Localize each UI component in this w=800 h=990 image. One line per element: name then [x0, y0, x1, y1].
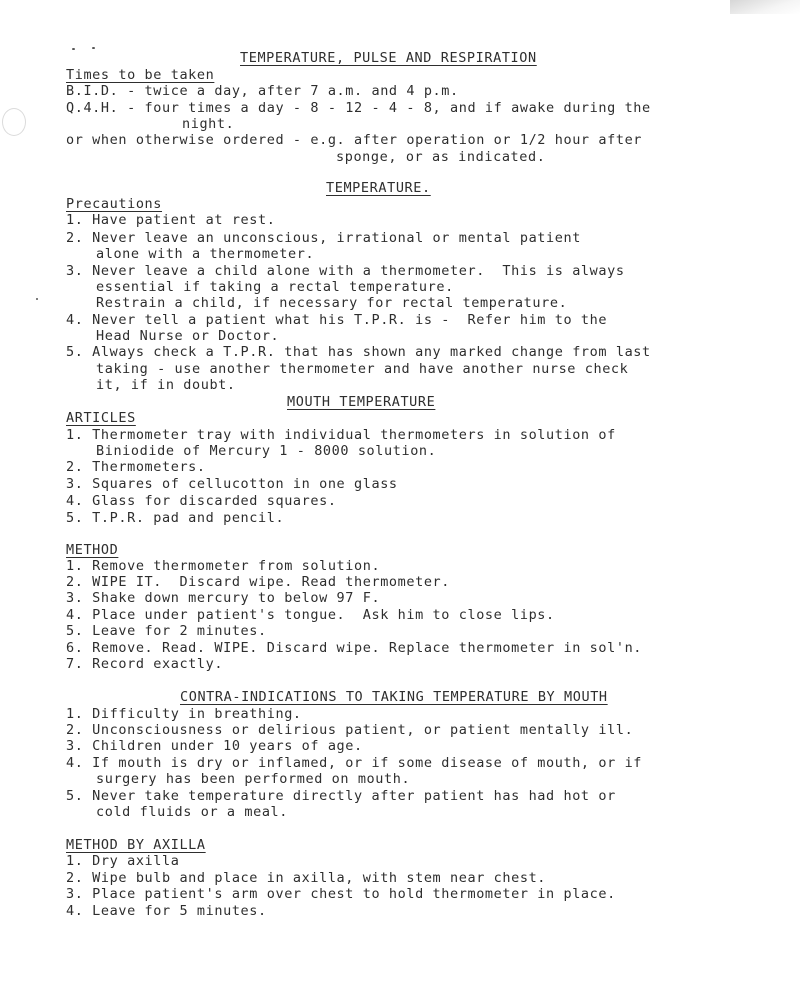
method-line: 3. Shake down mercury to below 97 F.: [66, 590, 381, 606]
method-line: 6. Remove. Read. WIPE. Discard wipe. Replace thermometer in sol'n.: [66, 640, 643, 656]
method-heading: METHOD: [66, 542, 119, 558]
axilla-heading: METHOD BY AXILLA: [66, 837, 206, 853]
contra-line: surgery has been performed on mouth.: [96, 771, 411, 787]
ink-speck: [36, 298, 38, 300]
temperature-heading: TEMPERATURE.: [326, 180, 431, 196]
times-line: night.: [182, 116, 235, 132]
precaution-line: 5. Always check a T.P.R. that has shown any marked change from last: [66, 344, 651, 360]
times-line: Q.4.H. - four times a day - 8 - 12 - 4 - 8, and if awake during the: [66, 100, 651, 116]
articles-heading: ARTICLES: [66, 410, 136, 426]
document-title: TEMPERATURE, PULSE AND RESPIRATION: [240, 50, 537, 66]
precaution-line: taking - use another thermometer and have another nurse check: [96, 361, 629, 377]
precaution-line: 4. Never tell a patient what his T.P.R. is - Refer him to the: [66, 312, 608, 328]
precaution-line: 3. Never leave a child alone with a thermometer. This is always: [66, 263, 625, 279]
punch-hole-mark: [2, 108, 26, 136]
precaution-line: Restrain a child, if necessary for rectal temperature.: [96, 295, 568, 311]
precaution-line: 1. Have patient at rest.: [66, 212, 276, 228]
article-line: 4. Glass for discarded squares.: [66, 493, 337, 509]
method-line: 4. Place under patient's tongue. Ask him to close lips.: [66, 607, 555, 623]
precaution-line: it, if in doubt.: [96, 377, 236, 393]
method-line: 2. WIPE IT. Discard wipe. Read thermometer.: [66, 574, 451, 590]
page-scuff-mark: [730, 0, 800, 14]
contra-line: 1. Difficulty in breathing.: [66, 706, 302, 722]
contra-line: 3. Children under 10 years of age.: [66, 738, 363, 754]
article-line: 3. Squares of cellucotton in one glass: [66, 476, 398, 492]
precaution-line: alone with a thermometer.: [96, 246, 315, 262]
contra-line: 2. Unconsciousness or delirious patient, or patient mentally ill.: [66, 722, 634, 738]
article-line: Biniodide of Mercury 1 - 8000 solution.: [96, 443, 437, 459]
mouth-temperature-heading: MOUTH TEMPERATURE: [287, 394, 436, 410]
axilla-line: 2. Wipe bulb and place in axilla, with stem near chest.: [66, 870, 547, 886]
ink-speck: [72, 48, 75, 50]
times-line: B.I.D. - twice a day, after 7 a.m. and 4 p.m.: [66, 83, 459, 99]
ink-speck: [92, 47, 95, 49]
times-line: or when otherwise ordered - e.g. after operation or 1/2 hour after: [66, 132, 643, 148]
contra-line: 5. Never take temperature directly after patient has had hot or: [66, 788, 616, 804]
axilla-line: 4. Leave for 5 minutes.: [66, 903, 267, 919]
times-line: sponge, or as indicated.: [336, 149, 546, 165]
contra-line: 4. If mouth is dry or inflamed, or if some disease of mouth, or if: [66, 755, 643, 771]
precautions-heading: Precautions: [66, 196, 163, 212]
precaution-line: Head Nurse or Doctor.: [96, 328, 280, 344]
axilla-line: 3. Place patient's arm over chest to hold thermometer in place.: [66, 886, 616, 902]
method-line: 1. Remove thermometer from solution.: [66, 558, 381, 574]
axilla-line: 1. Dry axilla: [66, 853, 180, 869]
article-line: 5. T.P.R. pad and pencil.: [66, 510, 285, 526]
method-line: 5. Leave for 2 minutes.: [66, 623, 267, 639]
article-line: 1. Thermometer tray with individual thermometers in solution of: [66, 427, 616, 443]
contra-indications-heading: CONTRA-INDICATIONS TO TAKING TEMPERATURE BY MOUTH: [180, 689, 608, 705]
precaution-line: 2. Never leave an unconscious, irrational or mental patient: [66, 230, 581, 246]
precaution-line: essential if taking a rectal temperature.: [96, 279, 454, 295]
times-heading: Times to be taken: [66, 67, 215, 83]
article-line: 2. Thermometers.: [66, 459, 206, 475]
contra-line: cold fluids or a meal.: [96, 804, 289, 820]
method-line: 7. Record exactly.: [66, 656, 224, 672]
